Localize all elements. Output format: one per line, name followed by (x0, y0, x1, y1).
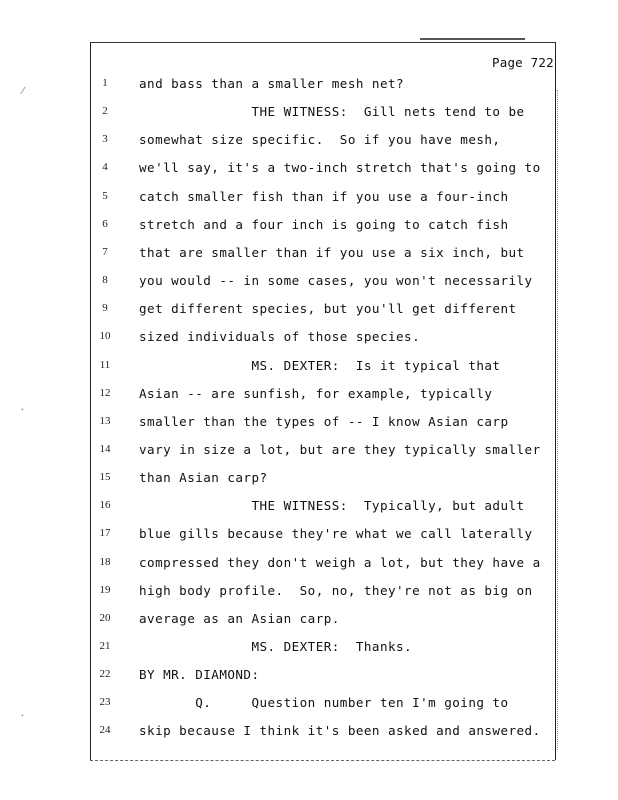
transcript-line: somewhat size specific. So if you have mesh, (139, 132, 501, 148)
right-margin-dots (557, 90, 560, 750)
line-number: 6 (102, 217, 108, 230)
transcript-line: get different species, but you'll get different (139, 301, 517, 317)
page-number: Page 722 (492, 55, 554, 70)
transcript-line: vary in size a lot, but are they typically smaller (139, 441, 541, 457)
left-margin-mark: ˛ (20, 706, 25, 717)
line-number: 10 (99, 330, 111, 343)
left-margin-mark: ˛ (20, 400, 25, 411)
line-number: 17 (99, 527, 111, 540)
transcript-line: and bass than a smaller mesh net? (139, 76, 405, 91)
transcript-line: Q. Question number ten I'm going to (139, 695, 509, 711)
line-number: 13 (99, 414, 111, 427)
transcript-line: average as an Asian carp. (139, 610, 340, 626)
transcript-line: Asian -- are sunfish, for example, typically (139, 385, 493, 401)
transcript-line: compressed they don't weigh a lot, but they have a (139, 554, 541, 570)
line-number: 20 (99, 611, 111, 624)
line-number: 7 (102, 245, 108, 258)
top-edge-mark (420, 38, 525, 40)
transcript-line: catch smaller fish than if you use a four-inch (139, 188, 509, 204)
line-number: 12 (99, 386, 111, 399)
transcript-line: you would -- in some cases, you won't necessarily (139, 273, 533, 289)
transcript-line: BY MR. DIAMOND: (139, 667, 260, 683)
line-number: 8 (102, 274, 108, 287)
transcript-line: THE WITNESS: Gill nets tend to be (139, 104, 525, 120)
left-margin-mark: ⁄ (22, 86, 24, 97)
line-number: 5 (102, 189, 108, 202)
line-number: 21 (99, 640, 111, 652)
line-number: 2 (102, 105, 108, 118)
transcript-line: THE WITNESS: Typically, but adult (139, 498, 525, 514)
transcript-line: MS. DEXTER: Is it typical that (139, 357, 501, 373)
line-number: 23 (99, 696, 111, 709)
bottom-rule (90, 760, 555, 761)
transcript-line: that are smaller than if you use a six inch, but (139, 244, 525, 260)
line-number: 1 (102, 77, 108, 89)
line-number: 16 (99, 499, 111, 512)
transcript-line: blue gills because they're what we call laterally (139, 526, 533, 542)
transcript-line: smaller than the types of -- I know Asian carp (139, 413, 509, 429)
line-number: 15 (99, 471, 111, 484)
transcript-line: stretch and a four inch is going to catch fish (139, 216, 509, 232)
line-number: 24 (99, 724, 111, 737)
line-number: 11 (99, 358, 111, 371)
line-number: 4 (102, 161, 108, 174)
transcript-line: high body profile. So, no, they're not as big on (139, 582, 533, 598)
transcript-line: skip because I think it's been asked and answered. (139, 723, 541, 739)
line-number: 18 (99, 555, 111, 568)
line-number: 3 (102, 133, 108, 146)
top-rule (90, 42, 555, 43)
line-number: 14 (99, 442, 111, 455)
transcript-line: we'll say, it's a two-inch stretch that's going to (139, 160, 541, 176)
transcript-line: MS. DEXTER: Thanks. (139, 639, 413, 654)
transcript-line: than Asian carp? (139, 470, 268, 486)
line-number: 22 (99, 668, 111, 681)
line-number: 9 (102, 302, 108, 315)
transcript-line: sized individuals of those species. (139, 329, 421, 345)
line-number: 19 (99, 583, 111, 596)
